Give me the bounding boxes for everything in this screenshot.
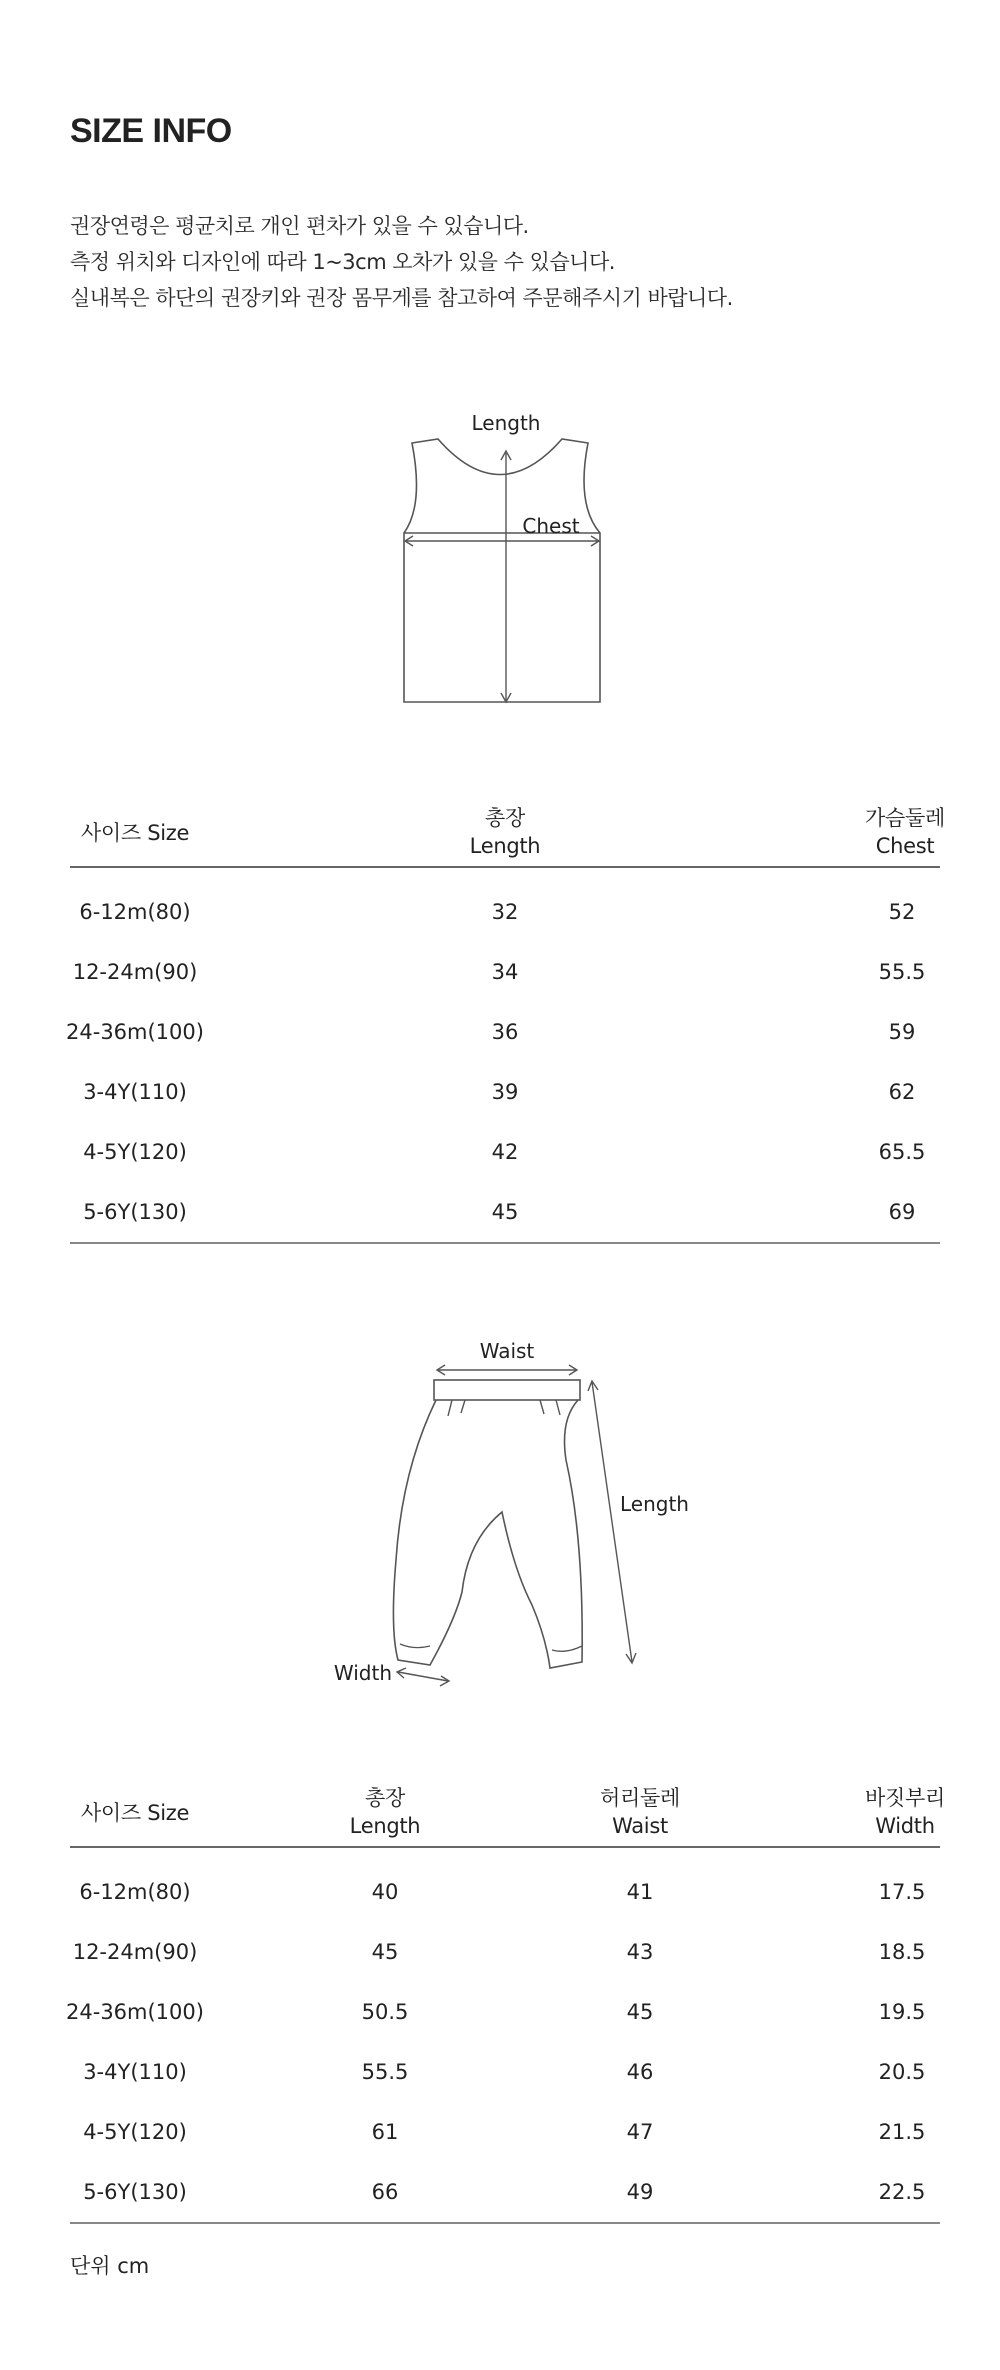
cell-length: 39 [491, 1080, 519, 1104]
top-garment-illustration [380, 400, 620, 720]
cell-size: 3-4Y(110) [83, 2060, 187, 2084]
length-arrow-line [592, 1382, 632, 1662]
top-size-table [66, 800, 945, 1244]
cell-width: 17.5 [878, 1880, 926, 1904]
cell-size: 12-24m(90) [72, 1940, 198, 1964]
intro-notes [70, 208, 970, 316]
cell-length: 45 [491, 1200, 519, 1224]
cell-width: 18.5 [878, 1940, 926, 1964]
table-row [66, 1002, 940, 1062]
cell-size: 6-12m(80) [79, 900, 191, 924]
cell-waist: 45 [626, 2000, 654, 2024]
hem-cuff-left [400, 1644, 430, 1648]
pants-size-table [66, 1780, 945, 2224]
cell-width: 20.5 [878, 2060, 926, 2084]
table-row [66, 1982, 940, 2042]
table-row [70, 1062, 940, 1122]
cell-size: 4-5Y(120) [83, 2120, 187, 2144]
table-row [70, 2042, 940, 2102]
table-row [70, 942, 940, 1002]
cell-length: 34 [491, 960, 519, 984]
cell-width: 22.5 [878, 2180, 926, 2204]
table-row [70, 1182, 940, 1242]
table-row [70, 1862, 940, 1922]
cell-size: 5-6Y(130) [83, 1200, 187, 1224]
cell-chest: 62 [888, 1080, 916, 1104]
pants-illustration [330, 1340, 700, 1700]
unit-note: 단위 cm [70, 2254, 150, 2278]
cell-width: 21.5 [878, 2120, 926, 2144]
cell-chest: 55.5 [878, 960, 926, 984]
hem-cuff-right [552, 1646, 582, 1651]
cell-length: 50.5 [361, 2000, 409, 2024]
table-body [66, 868, 940, 1244]
page-title: SIZE INFO [70, 112, 232, 150]
cell-length: 66 [371, 2180, 399, 2204]
pleat-line [540, 1400, 544, 1414]
cell-size: 24-36m(100) [66, 1020, 204, 1044]
cell-size: 12-24m(90) [72, 960, 198, 984]
header-width: 바짓부리 Width [865, 1786, 945, 1838]
cell-chest: 52 [888, 900, 916, 924]
cell-length: 55.5 [361, 2060, 409, 2084]
table-row [70, 1122, 940, 1182]
cell-size: 24-36m(100) [66, 2000, 204, 2024]
top-diagram [380, 400, 620, 720]
width-arrow-line [398, 1672, 448, 1681]
cell-size: 5-6Y(130) [83, 2180, 187, 2204]
pleat-line [556, 1400, 560, 1415]
table-row [70, 882, 940, 942]
header-chest: 가슴둘레 Chest [865, 806, 945, 858]
cell-length: 45 [371, 1940, 399, 1964]
cell-chest: 69 [888, 1200, 916, 1224]
pleat-line [448, 1400, 452, 1416]
cell-waist: 43 [626, 1940, 654, 1964]
waist-label: Waist [479, 1340, 535, 1363]
cell-waist: 41 [626, 1880, 654, 1904]
cell-size: 4-5Y(120) [83, 1140, 187, 1164]
top-garment-outline [404, 439, 600, 702]
cell-length: 40 [371, 1880, 399, 1904]
length-label: Length [620, 1492, 689, 1516]
length-label: Length [471, 411, 541, 435]
intro-line: 실내복은 하단의 권장키와 권장 몸무게를 참고하여 주문해주시기 바랍니다. [70, 286, 733, 310]
intro-line: 권장연령은 평균치로 개인 편차가 있을 수 있습니다. [70, 214, 529, 238]
cell-size: 3-4Y(110) [83, 1080, 187, 1104]
cell-chest: 59 [888, 1020, 916, 1044]
width-label: Width [333, 1661, 392, 1685]
table-row [70, 2102, 940, 2162]
header-size: 사이즈 Size [80, 1801, 190, 1825]
cell-width: 19.5 [878, 2000, 926, 2024]
cell-waist: 49 [626, 2180, 654, 2204]
header-length: 총장 Length [349, 1786, 421, 1838]
cell-length: 32 [491, 900, 519, 924]
table-header [70, 1780, 945, 1848]
pants-outline [393, 1400, 582, 1668]
table-row [70, 1922, 940, 1982]
cell-length: 42 [491, 1140, 519, 1164]
cell-waist: 46 [626, 2060, 654, 2084]
cell-length: 36 [491, 1020, 519, 1044]
cell-chest: 65.5 [878, 1140, 926, 1164]
header-length: 총장 Length [469, 806, 541, 858]
chest-label: Chest [522, 514, 580, 538]
table-row [70, 2162, 940, 2222]
header-size: 사이즈 Size [80, 821, 190, 845]
cell-size: 6-12m(80) [79, 1880, 191, 1904]
cell-length: 61 [371, 2120, 399, 2144]
cell-waist: 47 [626, 2120, 654, 2144]
waistband [434, 1380, 580, 1400]
table-header [70, 800, 945, 868]
header-waist: 허리둘레 Waist [600, 1786, 680, 1838]
pants-diagram [330, 1340, 700, 1700]
pleat-line [461, 1400, 465, 1413]
intro-line: 측정 위치와 디자인에 따라 1~3cm 오차가 있을 수 있습니다. [70, 250, 615, 274]
table-body [66, 1848, 940, 2224]
